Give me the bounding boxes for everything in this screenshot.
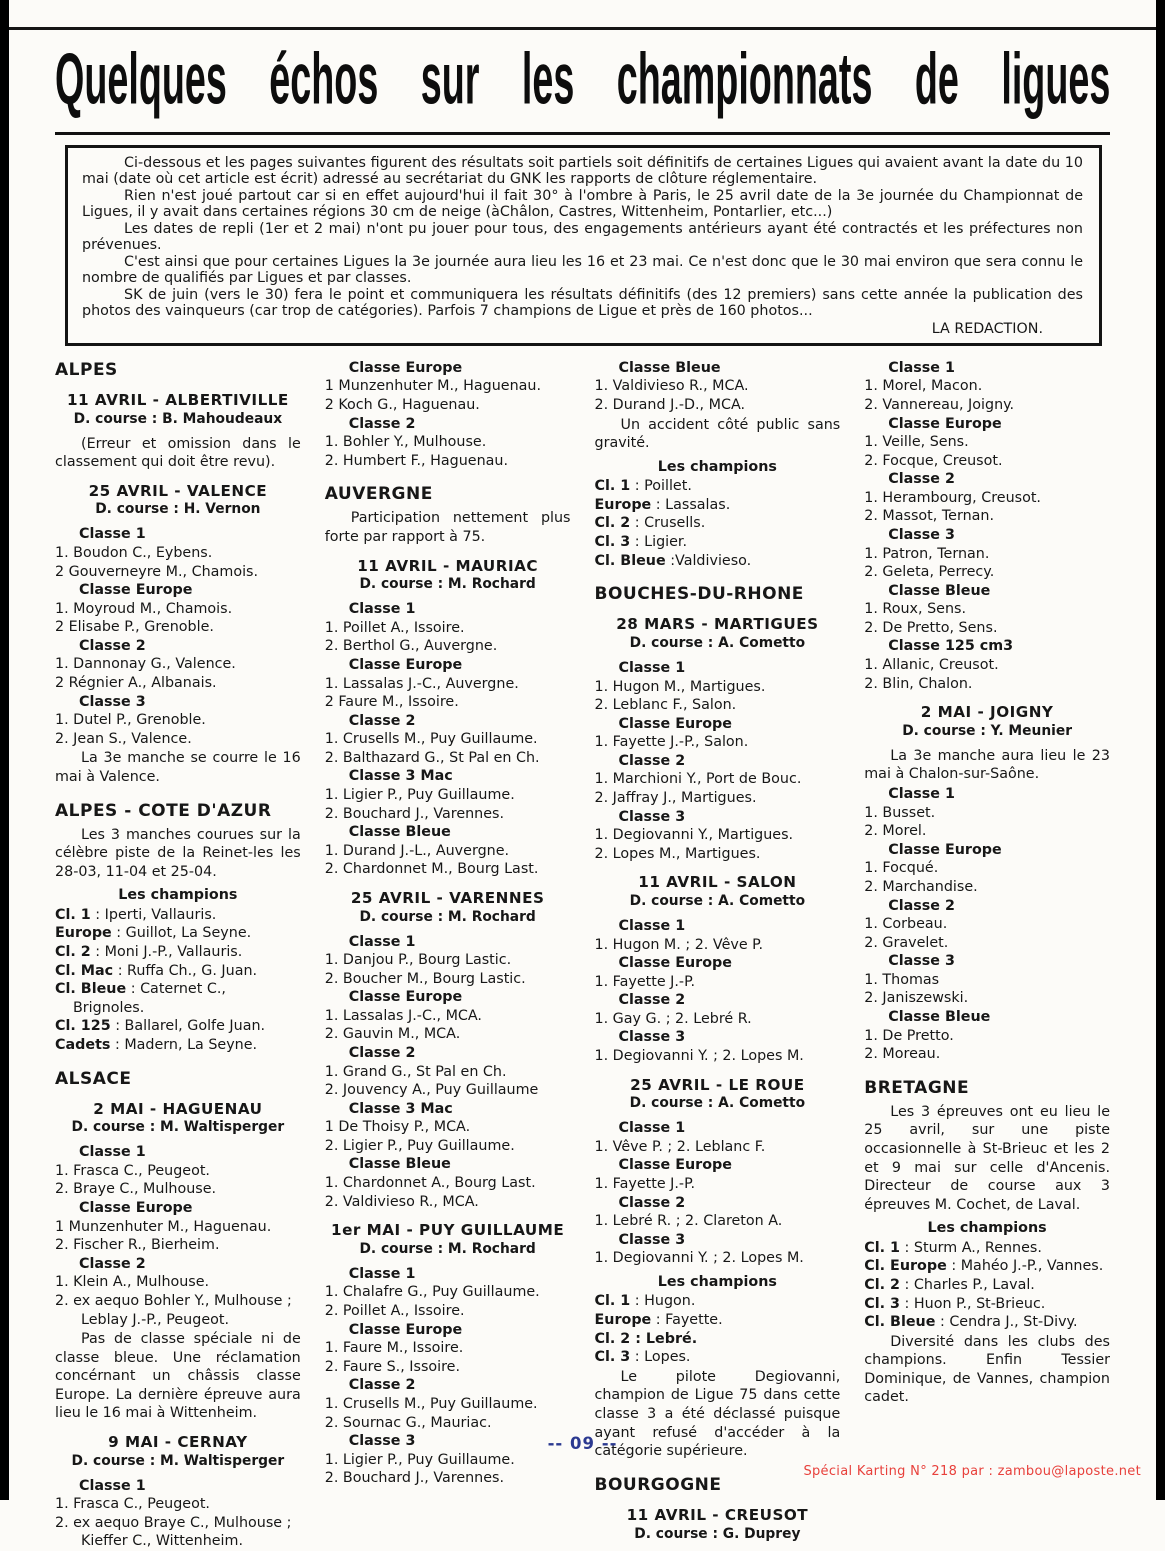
result-entry: 1 Munzenhuter M., Haguenau.	[55, 1218, 272, 1235]
class-heading: Classe Europe	[348, 656, 463, 673]
result-entry: 2. Fischer R., Bierheim.	[55, 1237, 220, 1254]
result-entry: 2. Faure S., Issoire.	[324, 1358, 461, 1375]
paragraph: (Erreur et omission dans le classement qui doit être revu).	[55, 435, 301, 471]
class-heading: Classe Europe	[888, 415, 1002, 432]
result-entry: 2. Gravelet.	[864, 934, 949, 951]
result-entry: 2. Valdivieso R., MCA.	[324, 1193, 479, 1210]
result-entry: 2 Koch G., Haguenau.	[324, 396, 480, 413]
results-columns	[55, 359, 1110, 1551]
result-entry: 2. ex aequo Braye C., Mulhouse ; Kieffer C., Wittenheim.	[55, 1514, 292, 1550]
result-entry: 2. Jouvency A., Puy Guillaume	[324, 1082, 539, 1099]
race-director: D. course : M. Rochard	[359, 1240, 536, 1257]
column-2	[325, 359, 571, 1551]
champion-class-label: Cl. 1	[594, 1293, 631, 1310]
intro-paragraph: Rien n'est joué partout car si en effet aujourd'hui il fait 30° à l'ombre à Paris, le 25 avril date de la 3e journée du Championnat de Ligues, il y avait dans certaines régions 30 cm de neige (àChâlon, Castres, Wittenheim, Pontarlier, etc...)	[82, 187, 1083, 221]
paragraph: Les 3 épreuves ont eu lieu le 25 avril, sur une piste occasionnelle à St-Brieuc et les 2 et 9 mai sur celle d'Ancenis. Directeur de course aux 3 épreuves M. Cochet, de Laval.	[864, 1103, 1110, 1213]
result-entry: 1. Gay G. ; 2. Lebré R.	[594, 1010, 752, 1027]
result-entry: 2 Régnier A., Albanais.	[55, 675, 217, 692]
class-heading: Classe 1	[618, 917, 686, 934]
champion-class-label: Cl. Bleue	[55, 981, 127, 998]
class-heading: Classe 2	[888, 471, 955, 488]
champion-class-label: Cl. 3	[594, 1349, 631, 1366]
event-heading: 25 AVRIL - VALENCE	[88, 481, 268, 500]
class-heading: Classe 2	[348, 1377, 416, 1394]
result-entry: 2. De Pretto, Sens.	[864, 619, 998, 636]
result-entry: 1. Vêve P. ; 2. Leblanc F.	[594, 1138, 766, 1155]
result-entry: 1. Crusells M., Puy Guillaume.	[324, 1395, 538, 1412]
result-entry: 1. Ligier P., Puy Guillaume.	[324, 786, 515, 803]
race-director: D. course : A. Cometto	[629, 1095, 806, 1112]
result-entry: 1. Degiovanni Y. ; 2. Lopes M.	[594, 1048, 804, 1065]
result-entry: 1. Patron, Ternan.	[864, 545, 990, 562]
scan-edge-right	[1156, 0, 1165, 1500]
champion-line: Cl. Bleue : Caternet C., Brignoles.	[55, 981, 226, 1016]
class-heading: Classe Europe	[348, 359, 463, 376]
event-heading: 11 AVRIL - CREUSOT	[626, 1505, 809, 1524]
result-entry: 2. Bouchard J., Varennes.	[324, 805, 505, 822]
class-heading: Classe 1	[79, 1477, 146, 1494]
scan-edge-top	[9, 27, 1156, 30]
result-entry: 2. Leblanc F., Salon.	[594, 697, 737, 714]
scan-edge-left	[0, 0, 9, 1500]
result-entry: 2. Gauvin M., MCA.	[324, 1026, 461, 1043]
class-heading: Classe 3	[618, 808, 686, 825]
intro-paragraph: Les dates de repli (1er et 2 mai) n'ont pu jouer pour tous, des engagements antérieurs ayant été contractés et les préfectures non prévenues.	[82, 220, 1083, 254]
result-entry: 2. Braye C., Mulhouse.	[55, 1181, 217, 1198]
result-entry: 1. Morel, Macon.	[864, 378, 983, 395]
champion-class-label: Cl. 125	[55, 1018, 111, 1035]
champion-class-label: Cadets	[55, 1036, 111, 1053]
race-director: D. course : M. Rochard	[359, 576, 536, 593]
class-heading: Classe 1	[888, 359, 955, 376]
page-title: Quelques échos sur les championnats de ligues	[55, 37, 1111, 120]
champion-line: Cl. 1 : Hugon.	[594, 1293, 696, 1310]
class-heading: Classe 2	[79, 637, 146, 654]
champion-line	[595, 1330, 841, 1349]
paragraph: La 3e manche se courre le 16 mai à Valence.	[55, 750, 301, 785]
region-heading: AUVERGNE	[324, 484, 433, 505]
result-entry: 2. Humbert F., Haguenau.	[324, 452, 509, 469]
champions-title: Les champions	[118, 887, 238, 904]
champion-class-label: Cl. Bleue	[864, 1314, 936, 1331]
result-entry: 1. Grand G., St Pal en Ch.	[324, 1063, 507, 1080]
class-heading: Classe 1	[618, 1120, 686, 1137]
intro-paragraphs	[82, 155, 1083, 319]
intro-paragraph: Ci-dessous et les pages suivantes figurent des résultats soit partiels soit définitifs de certaines Ligues qui avaient avant la date du 10 mai (date où cet article est écrit) adressé au secrétariat du GNK les rapports de clôture réglementaire.	[82, 155, 1083, 188]
paragraph: Les 3 manches courues sur la célèbre piste de la Reinet-les les 28-03, 11-04 et 25-04.	[55, 826, 301, 880]
champion-line: Cl. 3 : Lopes.	[594, 1349, 691, 1366]
result-entry: 2 Gouverneyre M., Chamois.	[55, 563, 259, 580]
result-entry: 2. Durand J.-D., MCA.	[594, 396, 746, 413]
result-entry: 1. Danjou P., Bourg Lastic.	[324, 952, 512, 969]
result-entry: 2. Ligier P., Puy Guillaume.	[324, 1137, 515, 1154]
champion-line: Cl. Bleue : Cendra J., St-Divy.	[864, 1314, 1078, 1331]
result-entry: 1. Frasca C., Peugeot.	[55, 1496, 210, 1513]
result-entry: 2. Boucher M., Bourg Lastic.	[324, 970, 526, 987]
result-entry: 1. Thomas	[864, 971, 940, 988]
class-heading: Classe 1	[888, 786, 955, 803]
champion-line: Cl. 2 : Crusells.	[594, 515, 706, 532]
champions-title: Les champions	[657, 1273, 777, 1290]
class-heading: Classe 3 Mac	[348, 1100, 453, 1117]
champion-class-label: Cl. 2	[594, 515, 631, 532]
class-heading: Classe 1	[79, 1144, 146, 1161]
race-director: D. course : M. Rochard	[359, 908, 536, 925]
class-heading: Classe 2	[618, 992, 686, 1009]
result-entry: 2 Elisabe P., Grenoble.	[55, 619, 214, 636]
result-entry: 2. Focque, Creusot.	[864, 452, 1003, 469]
champion-line: Cl. 125 : Ballarel, Golfe Juan.	[55, 1018, 266, 1035]
result-entry: 1. Lassalas J.-C., MCA.	[324, 1007, 482, 1024]
champion-line: Europe : Guillot, La Seyne.	[55, 925, 252, 942]
result-entry: 1. Boudon C., Eybens.	[55, 544, 213, 561]
class-heading: Classe Bleue	[348, 1156, 451, 1173]
result-entry: 2. Sournac G., Mauriac.	[324, 1414, 492, 1431]
class-heading: Classe 2	[348, 1045, 416, 1062]
race-director: D. course : H. Vernon	[95, 501, 261, 518]
result-entry: 1. Marchioni Y., Port de Bouc.	[594, 771, 802, 788]
result-entry: 1. Bohler Y., Mulhouse.	[324, 434, 487, 451]
class-heading: Classe Europe	[348, 1321, 463, 1338]
class-heading: Classe 2	[348, 712, 416, 729]
result-entry: 2. Balthazard G., St Pal en Ch.	[324, 749, 540, 766]
result-entry: 1. Veille, Sens.	[864, 434, 969, 451]
paragraph: Diversité dans les clubs des champions. Enfin Tessier Dominique, de Vannes, champion cadet.	[864, 1333, 1110, 1406]
class-heading: Classe 3	[888, 527, 955, 544]
result-entry: 1. Fayette J.-P., Salon.	[594, 734, 749, 751]
class-heading: Classe 2	[618, 752, 686, 769]
race-director: D. course : G. Duprey	[634, 1525, 801, 1542]
race-director: D. course : A. Cometto	[629, 893, 806, 910]
redaction-signature: LA REDACTION.	[931, 321, 1043, 338]
result-entry: 2. Geleta, Perrecy.	[864, 564, 995, 581]
result-entry: 1. Chardonnet A., Bourg Last.	[324, 1175, 536, 1192]
result-entry: 2. Janiszewski.	[864, 990, 969, 1007]
race-director: D. course : M. Waltisperger	[71, 1119, 285, 1136]
champion-line: Cl. 1 : Iperti, Vallauris.	[55, 906, 217, 923]
result-entry: 2. Moreau.	[864, 1046, 941, 1063]
result-entry: 1. Allanic, Creusot.	[864, 657, 999, 674]
class-heading: Classe 2	[79, 1255, 146, 1272]
result-entry: 1. Durand J.-L., Auvergne.	[324, 842, 510, 859]
class-heading: Classe 3	[348, 1433, 416, 1450]
result-entry: 1. Lassalas J.-C., Auvergne.	[324, 675, 519, 692]
champion-class-label: Cl. 2	[594, 1330, 631, 1347]
champion-line: Europe : Lassalas.	[594, 496, 731, 513]
class-heading: Classe Europe	[618, 715, 732, 732]
champion-line: Cl. 1 : Sturm A., Rennes.	[864, 1239, 1042, 1256]
champion-class-label: Cl. 1	[55, 906, 91, 923]
champion-class-label: Cl. 3	[864, 1295, 900, 1312]
result-entry: 1. Roux, Sens.	[864, 601, 967, 618]
race-director: D. course : A. Cometto	[629, 635, 806, 652]
result-entry: 1. De Pretto.	[864, 1027, 954, 1044]
result-entry: 1. Herambourg, Creusot.	[864, 489, 1041, 506]
result-entry: 1. Degiovanni Y. ; 2. Lopes M.	[594, 1250, 804, 1267]
class-heading: Classe 3	[618, 1029, 686, 1046]
champion-class-label: Cl. 2	[55, 944, 91, 961]
champion-line: Cl. Bleue :Valdivieso.	[594, 552, 752, 569]
class-heading: Classe Europe	[618, 1157, 732, 1174]
result-entry: 1. Moyroud M., Chamois.	[55, 600, 233, 617]
event-heading: 25 AVRIL - VARENNES	[350, 888, 545, 907]
champion-class-label: Cl. 1	[594, 478, 631, 495]
result-entry: 1. Corbeau.	[864, 916, 948, 933]
class-heading: Classe 1	[348, 601, 416, 618]
paragraph: La 3e manche aura lieu le 23 mai à Chalon-sur-Saône.	[864, 747, 1110, 783]
paragraph: Le pilote Degiovanni, champion de Ligue 75 dans cette classe 3 a été déclassé puisque ayant refusé d'accéder à la catégorie supérieure.	[594, 1368, 841, 1460]
champion-class-label: Europe	[55, 925, 112, 942]
class-heading: Classe 3	[79, 693, 146, 710]
champion-class-label: Europe	[594, 1312, 652, 1329]
class-heading: Classe Bleue	[618, 359, 721, 376]
champion-class-label: Cl. 2	[864, 1277, 900, 1294]
event-heading: 11 AVRIL - SALON	[638, 873, 797, 892]
class-heading: Classe Europe	[79, 1200, 193, 1217]
champions-title: Les champions	[657, 458, 777, 475]
event-heading: 28 MARS - MARTIGUES	[616, 615, 819, 634]
intro-paragraph: C'est ainsi que pour certaines Ligues la 3e journée aura lieu les 16 et 23 mai. Ce n'est donc que le 30 mai environ que sera connu le nombre de qualifiés par Ligues et par classes.	[82, 253, 1083, 287]
result-entry: 1. Dannonay G., Valence.	[55, 656, 236, 673]
class-heading: Classe 1	[348, 933, 416, 950]
race-director: D. course : B. Mahoudeaux	[73, 410, 283, 427]
result-entry: 1 Munzenhuter M., Haguenau.	[324, 378, 541, 395]
champion-line: Cl. 3 : Huon P., St-Brieuc.	[864, 1295, 1046, 1312]
result-entry: 1. Crusells M., Puy Guillaume.	[324, 731, 538, 748]
class-heading: Classe Bleue	[888, 582, 991, 599]
result-entry: 1. Fayette J.-P.	[594, 1176, 696, 1192]
champion-line: Cl. 2 : Charles P., Laval.	[864, 1277, 1035, 1294]
event-heading: 25 AVRIL - LE ROUE	[630, 1075, 805, 1094]
result-entry: 1. Focqué.	[864, 860, 939, 877]
result-entry: 2 Faure M., Issoire.	[324, 694, 459, 711]
result-entry: 1. Ligier P., Puy Guillaume.	[324, 1451, 515, 1468]
column-3	[595, 359, 841, 1551]
result-entry: 1. Hugon M. ; 2. Vêve P.	[594, 936, 764, 953]
result-entry: 1. Klein A., Mulhouse.	[55, 1274, 210, 1291]
result-entry: 2. Berthol G., Auvergne.	[324, 638, 498, 655]
champion-line: Cadets : Madern, La Seyne.	[55, 1036, 258, 1053]
race-director: D. course : M. Waltisperger	[71, 1452, 285, 1469]
result-entry: 1 De Thoisy P., MCA.	[324, 1119, 471, 1136]
champions-title: Les champions	[927, 1220, 1047, 1237]
result-entry: 1. Chalafre G., Puy Guillaume.	[324, 1284, 540, 1301]
champion-line: Cl. Europe : Mahéo J.-P., Vannes.	[864, 1258, 1104, 1275]
result-entry: 2. Bouchard J., Varennes.	[324, 1470, 505, 1487]
class-heading: Classe 1	[348, 1265, 416, 1282]
result-entry: 2. Marchandise.	[864, 878, 978, 895]
class-heading: Classe Bleue	[888, 1008, 991, 1025]
result-entry: 2. Morel.	[864, 823, 927, 840]
champion-class-label: Cl. Bleue	[594, 552, 666, 569]
champion-class-label: Cl. Mac	[55, 962, 114, 979]
champion-line: Cl. Mac : Ruffa Ch., G. Juan.	[55, 962, 258, 979]
region-heading: ALPES	[55, 359, 118, 380]
intro-box	[65, 145, 1102, 346]
champion-class-label: Europe	[594, 496, 652, 513]
event-heading: 1er MAI - PUY GUILLAUME	[331, 1221, 565, 1240]
intro-paragraph: SK de juin (vers le 30) fera le point et communiquera les résultats définitifs (des 12 premiers) sans cette année la publication des photos des vainqueurs (car trop de catégories). Parfois 7 champions de Ligue et près de 160 photos...	[82, 286, 1083, 319]
result-entry: 2. Blin, Chalon.	[864, 675, 973, 692]
race-director: D. course : Y. Meunier	[902, 722, 1073, 739]
result-entry: 2. Lopes M., Martigues.	[594, 845, 761, 862]
result-entry: 2. Jaffray J., Martigues.	[594, 789, 757, 806]
class-heading: Classe Europe	[888, 841, 1002, 858]
paragraph: Pas de classe spéciale ni de classe bleue. Une réclamation concérnant un châssis classe Europe. La dernière épreuve aura lieu le 16 mai à Wittenheim.	[55, 1331, 301, 1422]
class-heading: Classe 125 cm3	[888, 638, 1014, 655]
region-heading: ALPES - COTE D'AZUR	[55, 800, 272, 821]
result-entry: 1. Lebré R. ; 2. Clareton A.	[594, 1213, 783, 1230]
column-4	[864, 359, 1110, 1551]
event-heading: 11 AVRIL - MAURIAC	[357, 556, 539, 575]
result-entry: 1. Busset.	[864, 804, 936, 821]
event-heading: 2 MAI - HAGUENAU	[93, 1099, 263, 1118]
class-heading: Classe Europe	[348, 989, 463, 1006]
column-1	[55, 359, 301, 1551]
class-heading: Classe Europe	[618, 955, 732, 972]
result-entry: 1. Dutel P., Grenoble.	[55, 712, 206, 729]
class-heading: Classe 3 Mac	[348, 768, 453, 785]
champion-line: Europe : Fayette.	[594, 1312, 723, 1329]
result-entry: 1. Faure M., Issoire.	[324, 1340, 464, 1357]
result-entry: 1. Frasca C., Peugeot.	[55, 1162, 210, 1179]
region-heading: ALSACE	[55, 1068, 132, 1089]
result-entry: 1. Poillet A., Issoire.	[324, 619, 465, 636]
paragraph: Participation nettement plus forte par rapport à 75.	[324, 510, 571, 545]
champion-line: Cl. 2 : Moni J.-P., Vallauris.	[55, 944, 243, 961]
champion-name: : Lebré.	[630, 1330, 698, 1347]
page-number: -- 09 --	[547, 1434, 618, 1453]
event-heading: 2 MAI - JOIGNY	[920, 703, 1054, 722]
class-heading: Classe Europe	[79, 582, 193, 599]
region-heading: BOURGOGNE	[594, 1474, 722, 1495]
event-heading: 9 MAI - CERNAY	[108, 1432, 248, 1451]
credit-line: Spécial Karting N° 218 par : zambou@laposte.net	[803, 1464, 1141, 1479]
result-entry: 2. Chardonnet M., Bourg Last.	[324, 861, 539, 878]
result-entry: 2. Massot, Ternan.	[864, 508, 995, 525]
class-heading: Classe 3	[618, 1231, 686, 1248]
paragraph: Un accident côté public sans gravité.	[594, 416, 841, 452]
champion-line: Cl. 3 : Ligier.	[594, 534, 688, 551]
result-entry: 2. Vannereau, Joigny.	[864, 396, 1015, 413]
magazine-page	[55, 37, 1111, 1551]
class-heading: Classe 2	[348, 415, 416, 432]
region-heading: BOUCHES-DU-RHONE	[594, 584, 804, 605]
event-heading: 11 AVRIL - ALBERTIVILLE	[66, 390, 289, 409]
class-heading: Classe 2	[618, 1194, 686, 1211]
result-entry: 1. Fayette J.-P.	[594, 973, 696, 990]
champion-class-label: Cl. 3	[594, 534, 631, 551]
result-entry: 1. Degiovanni Y., Martigues.	[594, 827, 794, 844]
class-heading: Classe 2	[888, 897, 955, 914]
champion-line: Cl. 1 : Poillet.	[594, 478, 692, 495]
result-entry: 2. Poillet A., Issoire.	[324, 1303, 465, 1320]
class-heading: Classe 1	[618, 659, 686, 676]
class-heading: Classe 1	[79, 526, 146, 543]
result-entry: 1. Hugon M., Martigues.	[594, 678, 766, 695]
champion-class-label: Cl. 1	[864, 1239, 900, 1256]
class-heading: Classe 3	[888, 953, 955, 970]
region-heading: BRETAGNE	[864, 1077, 970, 1098]
champion-class-label: Cl. Europe	[864, 1258, 947, 1275]
result-entry: 2. ex aequo Bohler Y., Mulhouse ; Leblay J.-P., Peugeot.	[55, 1292, 292, 1328]
class-heading: Classe Bleue	[348, 824, 451, 841]
result-entry: 1. Valdivieso R., MCA.	[594, 378, 749, 395]
result-entry: 2. Jean S., Valence.	[55, 730, 192, 747]
